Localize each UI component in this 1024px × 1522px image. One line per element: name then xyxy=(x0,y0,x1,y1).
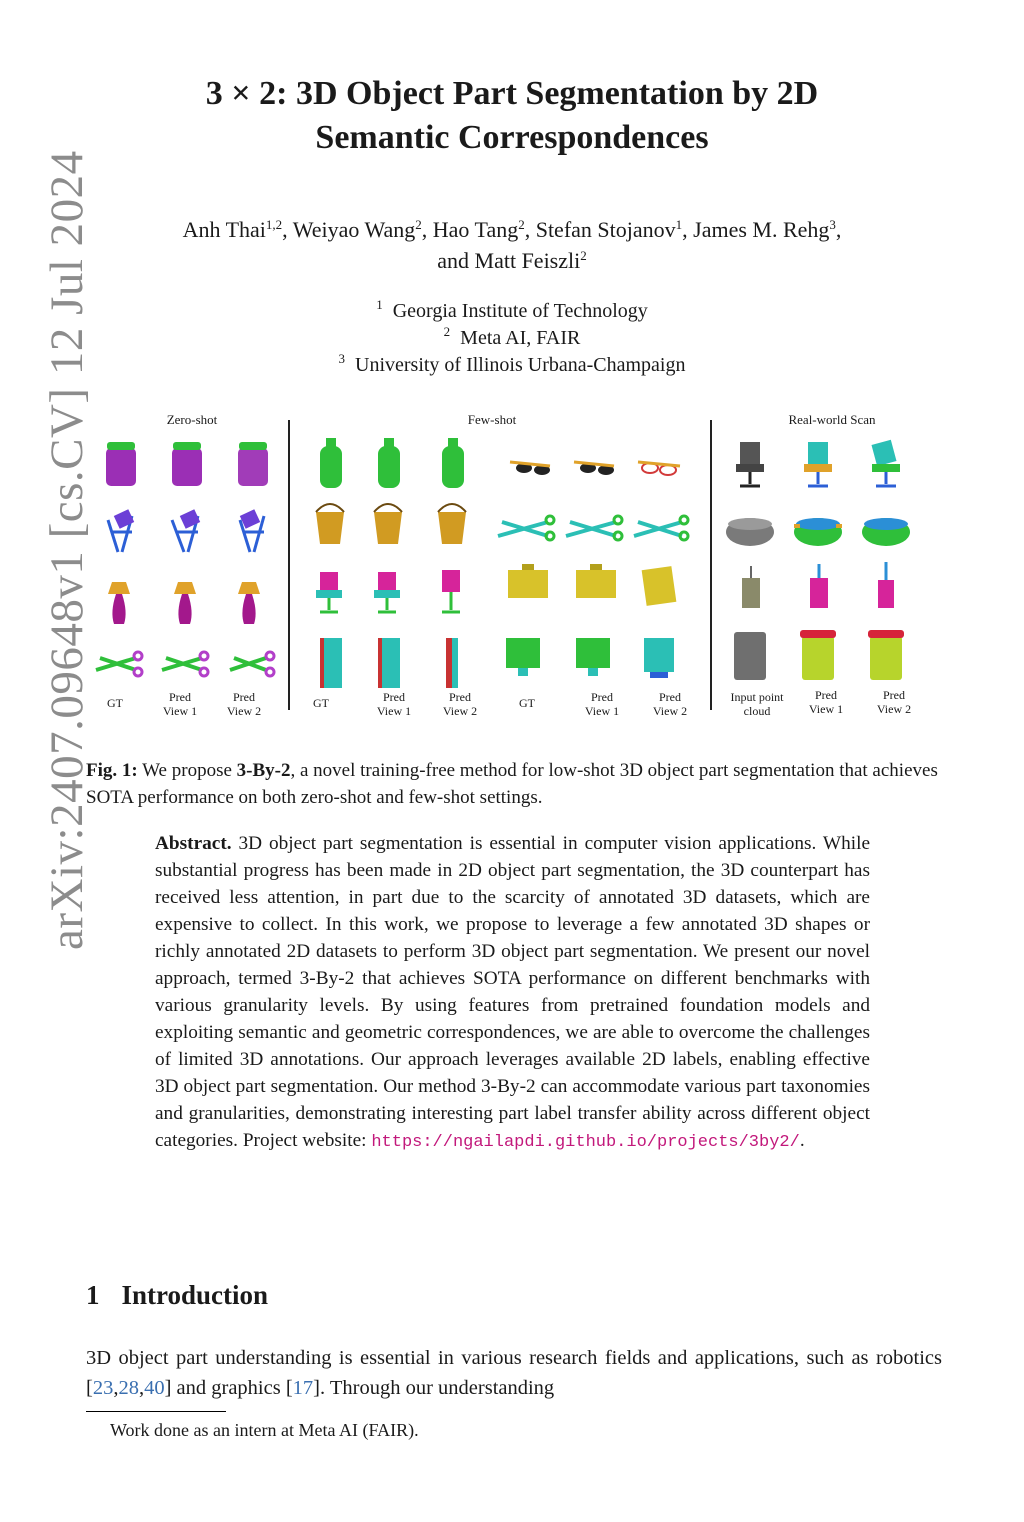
label-text: Pred xyxy=(383,690,405,704)
title-line-1: 3 × 2: 3D Object Part Segmentation by 2D xyxy=(205,75,819,112)
lamp-shape xyxy=(174,582,196,624)
briefcase-shape xyxy=(642,566,677,606)
author-name: James M. Rehg xyxy=(693,217,830,242)
book-shape xyxy=(320,638,342,688)
briefcase-shape xyxy=(576,564,616,598)
pot-shape xyxy=(862,518,910,546)
pot-shape xyxy=(726,518,774,546)
trash-bin-shape xyxy=(800,630,836,680)
scissors-shape xyxy=(634,516,688,540)
author-affil-mark: 2 xyxy=(518,217,525,232)
suitcase-shape xyxy=(878,562,894,608)
scissors-shape xyxy=(96,652,142,676)
label-text: Pred xyxy=(815,688,837,702)
label-text: View 1 xyxy=(584,704,620,718)
abstract-body: 3D object part segmentation is essential in computer vision applications. While substantial progress has been made in 2D object part segmentation, the 3D counterpart has received less attention, in part due to the scarcity of annotated 3D datasets, which are expensive to collect. In this work, we propose to leverage a few annotated 3D shapes or richly annotated 2D datasets to perform 3D object part segmentation. We present our novel approach, termed 3-By-2 that achieves SOTA performance on different benchmarks with various granularity levels. By using features from pretrained foundation models and exploiting semantic and geometric correspondences, we are able to overcome the challenges of limited 3D annotations. Our approach leverages available 2D labels, enabling effective 3D object part segmentation. Our method 3-By-2 can accommodate various part taxonomies and granularities, demonstrating interesting part label transfer ability across different object categories. xyxy=(155,833,870,1151)
author-name: Hao Tang xyxy=(432,217,519,242)
author-name: Stefan Stojanov xyxy=(535,217,676,242)
figure-caption-text: We propose xyxy=(142,760,232,781)
bucket-shape xyxy=(374,504,402,544)
jar-shape xyxy=(106,442,136,486)
citation-link[interactable]: 23 xyxy=(92,1377,114,1399)
affil-name: Georgia Institute of Technology xyxy=(392,300,648,322)
scan-chair-shape xyxy=(804,442,832,486)
label-pred-view-2 xyxy=(436,690,484,718)
author-affil-mark: 3 xyxy=(829,217,836,232)
affiliation-list xyxy=(0,298,1024,379)
figure-divider xyxy=(288,420,290,710)
affiliation xyxy=(0,325,1024,352)
label-text: View 2 xyxy=(226,704,262,718)
method-name: 3-By-2 xyxy=(236,760,291,781)
affil-number: 2 xyxy=(443,324,451,339)
abstract xyxy=(155,830,870,1156)
label-pred-view-2 xyxy=(646,690,694,718)
lamp-shape xyxy=(238,582,260,624)
label-pred-view-1 xyxy=(802,688,850,716)
footnote: Work done as an intern at Meta AI (FAIR). xyxy=(110,1420,419,1440)
pot-shape xyxy=(794,518,842,546)
affil-number: 1 xyxy=(376,297,383,312)
label-text: View 1 xyxy=(808,702,844,716)
bottle-shape xyxy=(320,438,342,488)
group-label-real-world-scan: Real-world Scan xyxy=(788,412,876,427)
citation-link[interactable]: 17 xyxy=(292,1377,314,1399)
few-shot-shapes xyxy=(298,432,706,702)
figure-divider xyxy=(710,420,712,710)
project-website-link[interactable]: https://ngailapdi.github.io/projects/3by2/ xyxy=(371,1133,800,1152)
author-affil-mark: 2 xyxy=(580,248,587,263)
scan-chair-shape xyxy=(736,442,764,486)
title-line-2: Semantic Correspondences xyxy=(315,119,709,156)
lamp-shape xyxy=(108,582,130,624)
monitor-shape xyxy=(506,638,540,676)
affil-number: 3 xyxy=(338,351,345,366)
affil-name: University of Illinois Urbana-Champaign xyxy=(355,354,686,376)
intro-text: ]. Through our understanding xyxy=(313,1377,555,1399)
intro-text: 3D object part understanding is essential in various research fields and applications, such as robotics [ xyxy=(86,1347,942,1399)
section-number: 1 xyxy=(86,1280,100,1310)
affiliation xyxy=(0,352,1024,379)
punctuation: . xyxy=(799,1130,805,1151)
teaser-figure xyxy=(92,410,942,730)
author-name: Weiyao Wang xyxy=(292,217,416,242)
bucket-shape xyxy=(438,504,466,544)
monitor-shape xyxy=(644,638,674,678)
section-heading xyxy=(86,1280,268,1311)
jar-shape xyxy=(172,442,202,486)
label-pred-view-1 xyxy=(156,690,204,718)
book-shape xyxy=(446,638,458,688)
briefcase-shape xyxy=(508,564,548,598)
citation-link[interactable]: 40 xyxy=(144,1377,165,1399)
affiliation xyxy=(0,298,1024,325)
scan-chair-shape xyxy=(871,440,900,486)
bottle-shape xyxy=(378,438,400,488)
group-label-zero-shot: Zero-shot xyxy=(166,412,218,427)
author-affil-mark: 1 xyxy=(675,217,683,232)
office-chair-shape xyxy=(316,572,342,612)
intro-paragraph: 3D object part understanding is essential in various research fields and applications, such as robotics [23,28,40] and graphics [17]. Through our understanding xyxy=(86,1347,942,1399)
label-pred-view-2 xyxy=(220,690,268,718)
chair-shape xyxy=(108,509,134,552)
author-affil-mark: 1,2 xyxy=(265,217,283,232)
label-text: cloud xyxy=(743,704,771,718)
office-chair-shape xyxy=(374,572,400,612)
trash-bin-shape xyxy=(734,632,766,680)
paper-title xyxy=(0,72,1024,160)
author-affil-mark: 2 xyxy=(415,217,422,232)
suitcase-shape xyxy=(810,564,828,608)
label-text: Pred xyxy=(659,690,681,704)
label-input-point-cloud xyxy=(720,690,794,718)
suitcase-shape xyxy=(742,566,760,608)
author-list: Anh Thai$^{1,2}$, Weiyao Wang$^2$, Hao Tang$^2$, Stefan Stojanov$^1$, James M. Rehg$^3$, and Matt Feiszli$^2$ xyxy=(182,217,842,273)
label-text: View 2 xyxy=(442,704,478,718)
glasses-shape xyxy=(510,462,550,475)
label-pred-view-2 xyxy=(870,688,918,716)
real-world-shapes xyxy=(718,432,942,702)
project-website-label: Project website: xyxy=(242,1130,367,1151)
label-text: Pred xyxy=(883,688,905,702)
office-chair-shape xyxy=(442,570,460,612)
footnote-rule xyxy=(86,1411,226,1412)
scissors-shape xyxy=(566,516,622,540)
author-name: and Matt Feiszli xyxy=(437,248,581,273)
scissors-shape xyxy=(162,652,208,676)
trash-bin-shape xyxy=(868,630,904,680)
jar-shape xyxy=(238,442,268,486)
chair-shape xyxy=(172,509,200,552)
glasses-shape xyxy=(574,462,614,475)
label-text: Pred xyxy=(169,690,191,704)
intro-text: ] and graphics [ xyxy=(164,1377,293,1399)
chair-shape xyxy=(240,509,264,552)
label-gt: GT xyxy=(107,696,123,710)
monitor-shape xyxy=(576,638,610,676)
scissors-shape xyxy=(230,652,274,676)
label-text: View 1 xyxy=(376,704,412,718)
figure-caption-text: , a novel training-free method for low-shot 3D object part segmentation that achieves SOTA performance on both zero-shot and few-shot settings. xyxy=(86,760,938,808)
label-text: Input point xyxy=(730,690,784,704)
book-shape xyxy=(378,638,400,688)
citation-link[interactable]: 28 xyxy=(118,1377,139,1399)
group-label-few-shot: Few-shot xyxy=(467,412,517,427)
label-text: Pred xyxy=(591,690,613,704)
affil-name: Meta AI, FAIR xyxy=(460,327,581,349)
glasses-shape xyxy=(638,462,680,475)
arxiv-stamp: arXiv:2407.09648v1 [cs.CV] 12 Jul 2024 xyxy=(41,150,93,950)
scissors-shape xyxy=(498,516,554,540)
label-text: Pred xyxy=(449,690,471,704)
figure-caption xyxy=(86,757,946,811)
label-pred-view-1 xyxy=(370,690,418,718)
label-text: Pred xyxy=(233,690,255,704)
label-text: View 2 xyxy=(652,704,688,718)
label-pred-view-1 xyxy=(578,690,626,718)
author-name: Anh Thai xyxy=(182,217,266,242)
bottle-shape xyxy=(442,438,464,488)
section-title: Introduction xyxy=(121,1280,269,1310)
abstract-label: Abstract. xyxy=(155,833,232,854)
label-text: View 1 xyxy=(162,704,198,718)
label-gt: GT xyxy=(313,696,329,710)
label-gt: GT xyxy=(519,696,535,710)
bucket-shape xyxy=(316,504,344,544)
figure-caption-label: Fig. 1: xyxy=(86,760,138,781)
label-text: View 2 xyxy=(876,702,912,716)
zero-shot-shapes xyxy=(92,432,288,702)
